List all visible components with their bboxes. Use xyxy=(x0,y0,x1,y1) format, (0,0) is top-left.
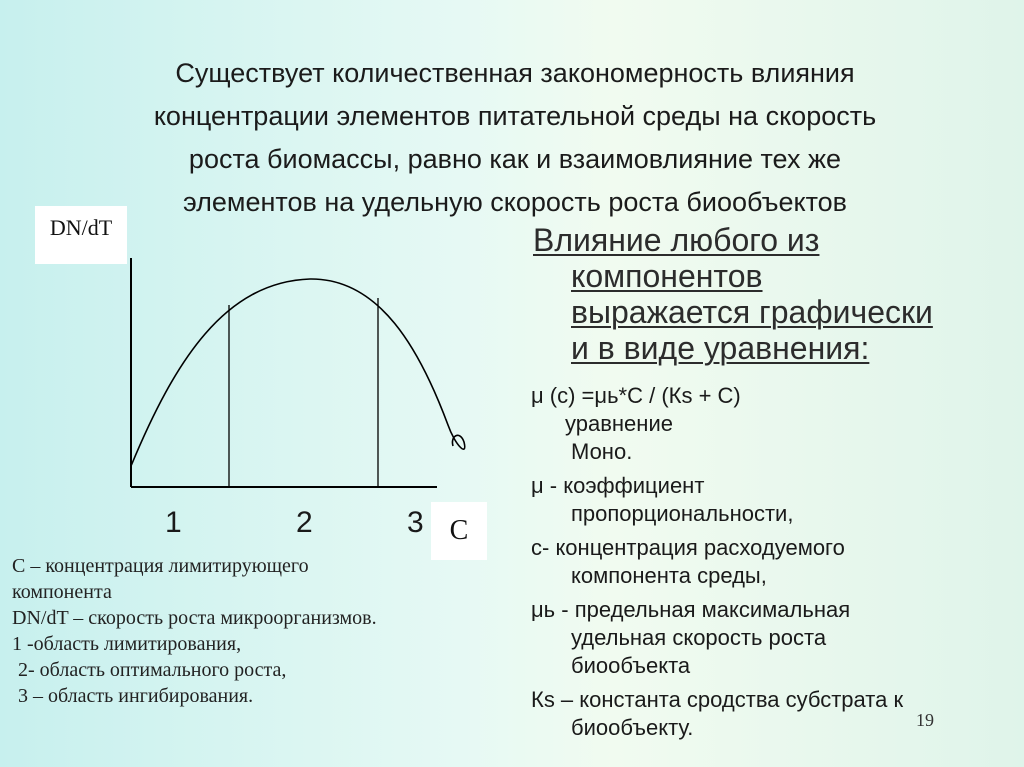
def-line: с- концентрация расходуемого xyxy=(531,535,845,560)
def-line: Кs – константа сродства субстрата к xyxy=(531,687,904,712)
right-heading xyxy=(533,222,1003,366)
region-label-1: 1 xyxy=(165,506,182,539)
equation-desc-line-2: Моно. xyxy=(571,439,633,464)
y-axis-label: DN/dT xyxy=(35,206,127,264)
region-label-2: 2 xyxy=(296,506,313,539)
equation-desc: уравнение xyxy=(565,411,673,436)
legend-line: 3 – область ингибирования. xyxy=(18,685,254,707)
region-label-3: 3 xyxy=(407,506,424,539)
def-line: μ - коэффициент xyxy=(531,473,705,498)
heading-line-1: Влияние любого из xyxy=(533,222,820,258)
def-line: μь - предельная максимальная xyxy=(531,597,851,622)
mu-definition xyxy=(531,472,1001,528)
title-line-2: концентрации элементов питательной среды на скорость xyxy=(153,101,877,131)
mub-definition xyxy=(531,596,1001,680)
monod-equation-item xyxy=(531,382,1001,466)
legend-line: 2- область оптимального роста, xyxy=(18,659,287,681)
title-line-4: элементов на удельную скорость роста биообъектов xyxy=(182,187,848,217)
title-line-3: роста биомассы, равно как и взаимовлияние тех же xyxy=(188,144,842,174)
def-line: биообъекту. xyxy=(571,715,694,740)
legend-line: 1 -область лимитирования, xyxy=(12,633,242,655)
definitions-list xyxy=(531,382,1001,748)
legend-line: компонента xyxy=(12,581,112,603)
def-line: пропорциональности, xyxy=(571,501,794,526)
def-line: удельная скорость роста xyxy=(571,625,827,650)
legend-line: С – концентрация лимитирующего xyxy=(12,555,309,577)
equation-row xyxy=(531,382,1001,438)
title-line-1: Существует количественная закономерность влияния xyxy=(175,58,855,88)
page-number: 19 xyxy=(916,710,934,730)
graph-legend xyxy=(12,553,512,709)
def-line: биообъекта xyxy=(571,653,691,678)
heading-line-2: компонентов xyxy=(571,258,763,294)
legend-line: DN/dT – скорость роста микроорганизмов. xyxy=(12,607,377,629)
heading-line-4: и в виде уравнения: xyxy=(571,330,870,366)
c-definition xyxy=(531,534,1001,590)
growth-curve xyxy=(131,279,465,466)
x-axis-label: C xyxy=(431,502,487,560)
def-line: компонента среды, xyxy=(571,563,767,588)
monod-equation: μ (с) =μь*С / (Кs + С) xyxy=(531,383,741,408)
heading-line-3: выражается графически xyxy=(571,294,933,330)
